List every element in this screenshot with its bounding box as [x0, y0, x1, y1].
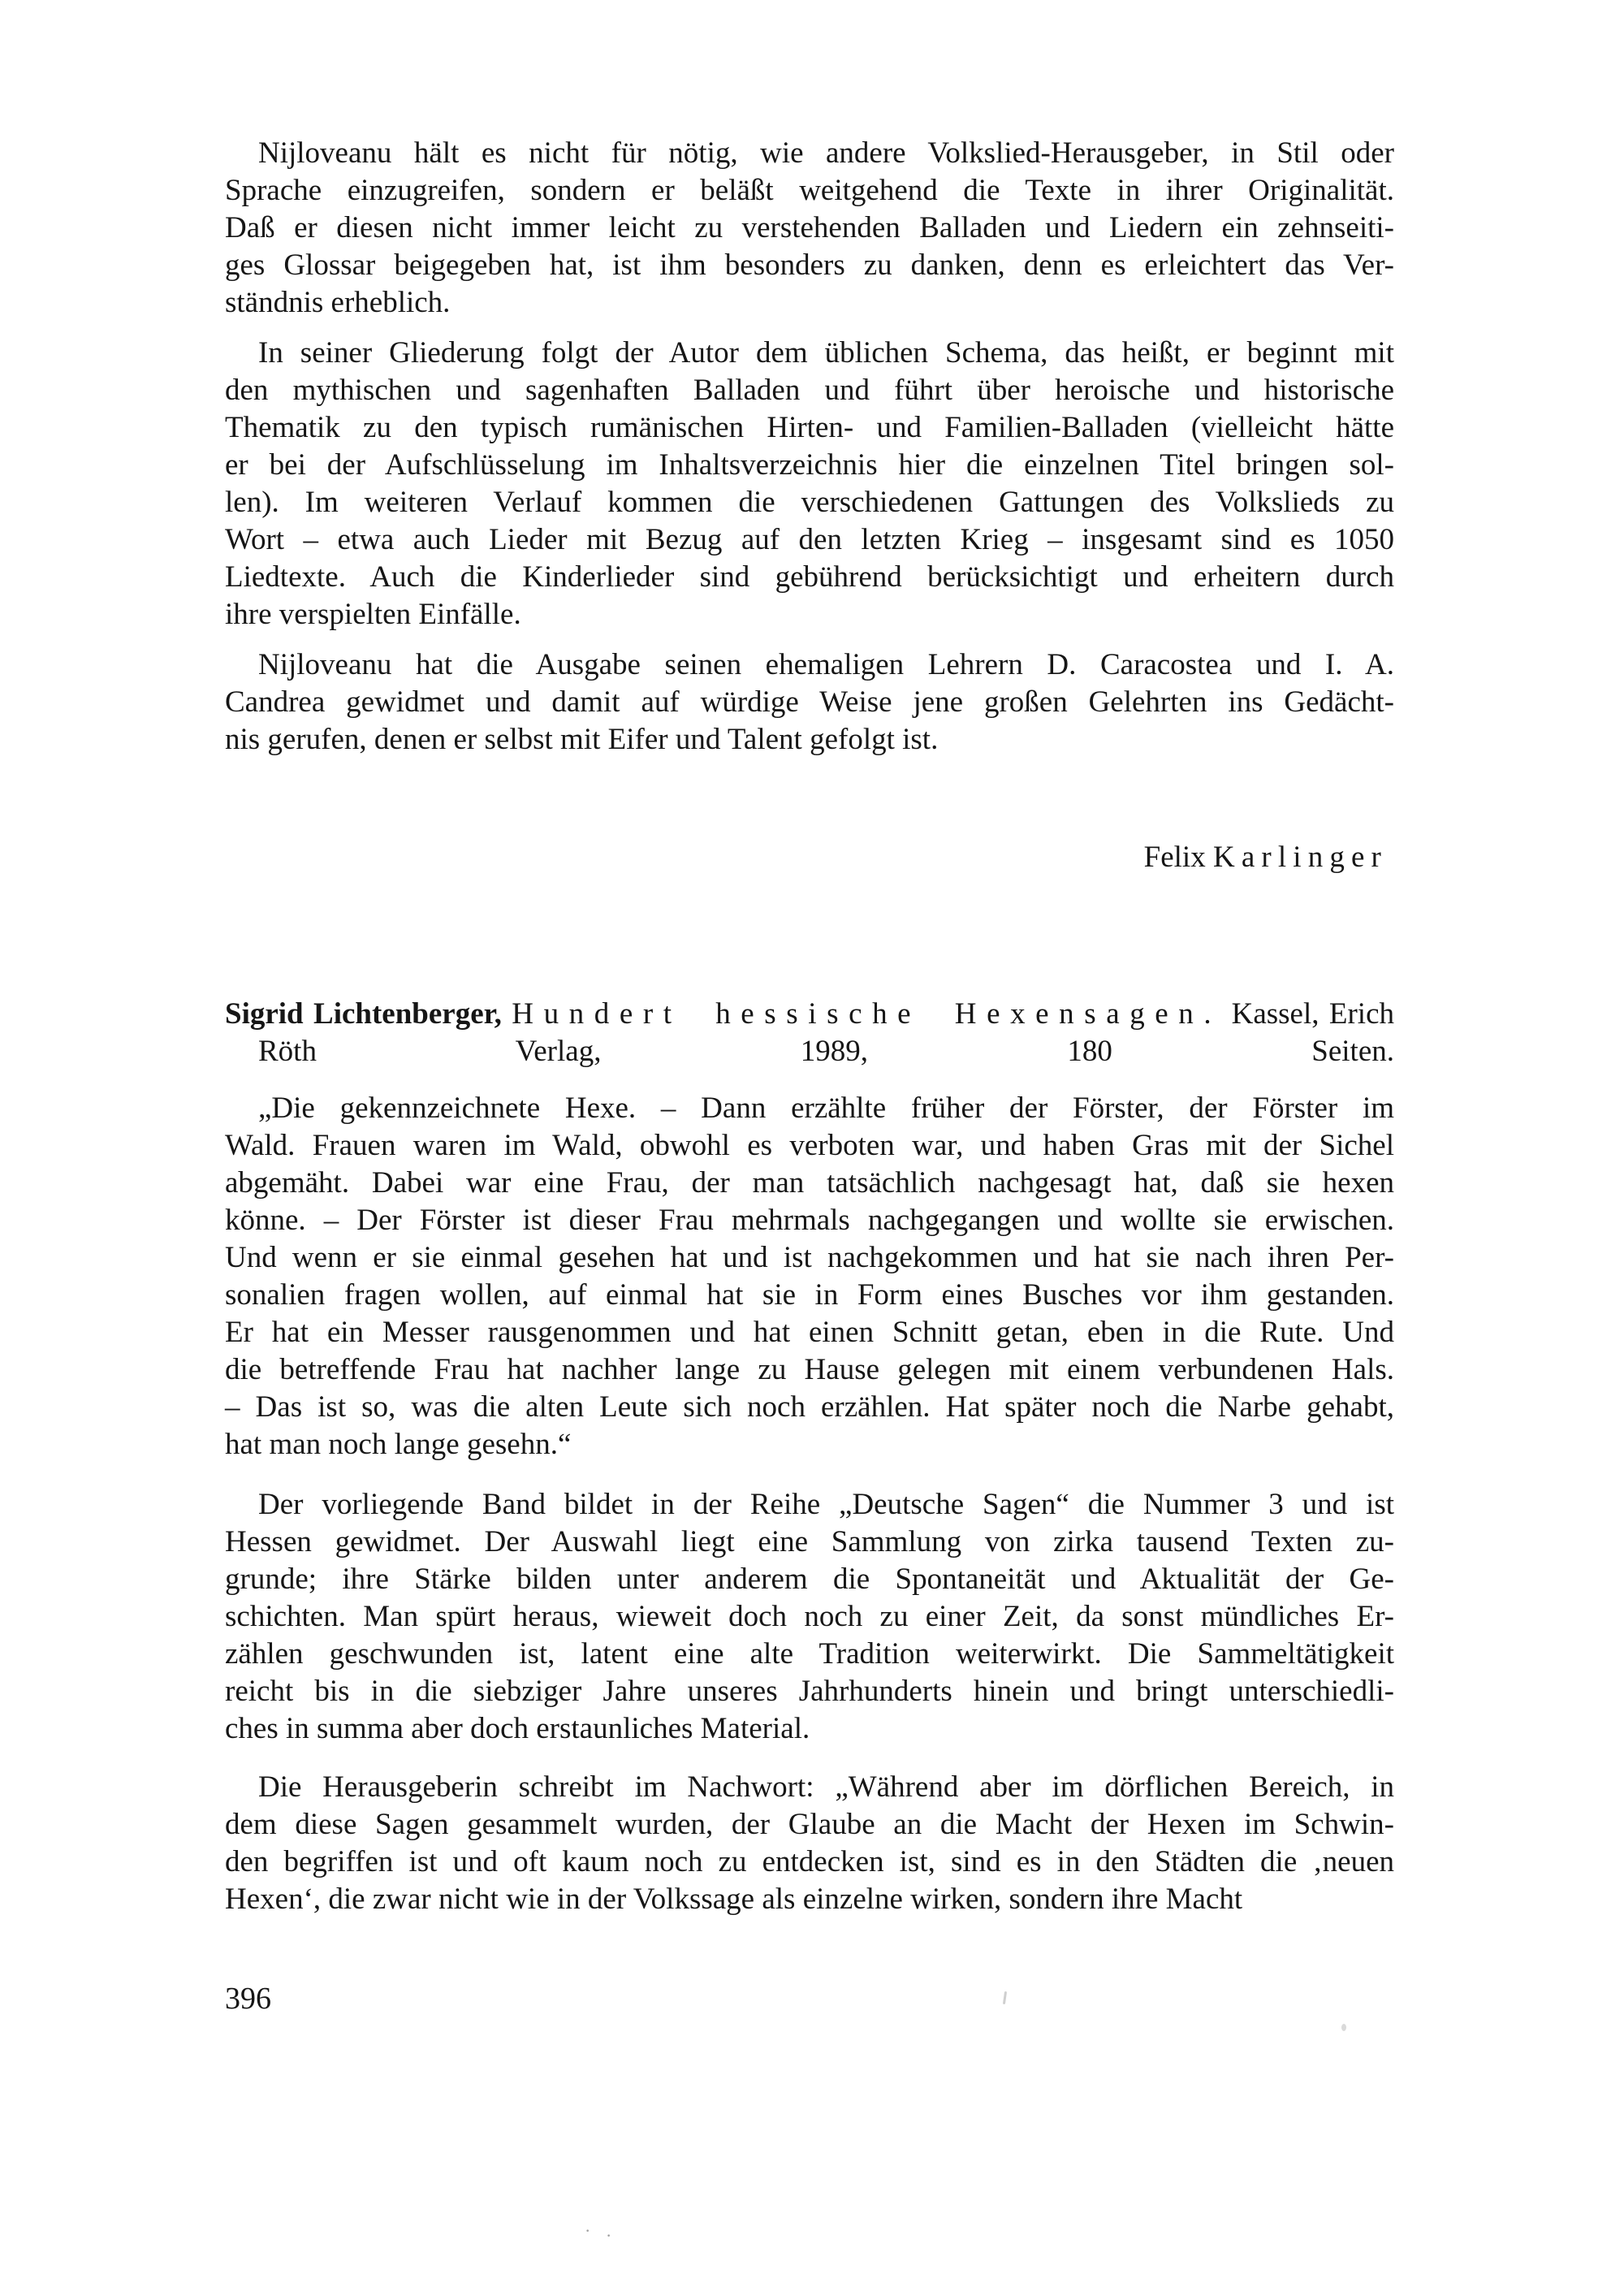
review-heading-line1 [225, 996, 1394, 1033]
scan-artifact-dots: · . [585, 2220, 617, 2241]
text-line: reicht bis in die siebziger Jahre unseres Jahrhunderts hinein und bringt unterschiedli- [225, 1675, 1394, 1708]
text-line: ständnis erheblich. [225, 286, 451, 319]
text-line: ches in summa aber doch erstaunliches Material. [225, 1712, 810, 1745]
text-line: Hexen‘, die zwar nicht wie in der Volkssage als einzelne wirken, sondern ihre Macht [225, 1883, 1243, 1916]
text-line: – Das ist so, was die alten Leute sich noch erzählen. Hat später noch die Narbe gehabt, [225, 1390, 1394, 1424]
text-line: grunde; ihre Stärke bilden unter anderem die Spontaneität und Aktualität der Ge- [225, 1563, 1394, 1596]
text-line: hat man noch lange gesehn.“ [225, 1428, 572, 1461]
text-line: Die Herausgeberin schreibt im Nachwort: „Während aber im dörflichen Bereich, in [258, 1770, 1394, 1804]
text-line: die betreffende Frau hat nachher lange zu Hause gelegen mit einem verbundenen Hals. [225, 1353, 1394, 1386]
review-heading-line2: Röth Verlag, 1989, 180 Seiten. [258, 1035, 1394, 1068]
text-line: In seiner Gliederung folgt der Autor dem üblichen Schema, das heißt, er beginnt mit [258, 336, 1394, 370]
text-line: Sprache einzugreifen, sondern er beläßt weitgehend die Texte in ihrer Originalität. [225, 174, 1394, 207]
text-line: Er hat ein Messer rausgenommen und hat einen Schnitt getan, eben in die Rute. Und [225, 1316, 1394, 1349]
text-line: Wort – etwa auch Lieder mit Bezug auf den letzten Krieg – insgesamt sind es 1050 [225, 523, 1394, 556]
text-line: Thematik zu den typisch rumänischen Hirten- und Familien-Balladen (vielleicht hätte [225, 411, 1394, 444]
text-line: Daß er diesen nicht immer leicht zu verstehenden Balladen und Liedern ein zehnseiti- [225, 211, 1394, 244]
review-publisher-city: Kassel, Erich [1231, 997, 1394, 1031]
text-line: Candrea gewidmet und damit auf würdige Weise jene großen Gelehrten ins Gedächt- [225, 685, 1394, 719]
review-author: Sigrid Lichtenberger, [225, 997, 502, 1031]
text-line: Nijloveanu hält es nicht für nötig, wie andere Volkslied-Herausgeber, in Stil oder [258, 136, 1394, 170]
paragraph-nijloveanu-1 [225, 135, 1394, 322]
text-line: dem diese Sagen gesammelt wurden, der Glaube an die Macht der Hexen im Schwin- [225, 1808, 1394, 1841]
text-line: Nijloveanu hat die Ausgabe seinen ehemaligen Lehrern D. Caracostea und I. A. [258, 648, 1394, 681]
scan-speck [1341, 2024, 1346, 2031]
paragraph-band-beschreibung [225, 1486, 1394, 1748]
paragraph-nachwort [225, 1769, 1394, 1918]
text-line: könne. – Der Förster ist dieser Frau mehrmals nachgegangen und wollte sie erwischen. [225, 1204, 1394, 1237]
text-line: ges Glossar beigegeben hat, ist ihm besonders zu danken, denn es erleichtert das Ver- [225, 249, 1394, 282]
text-line: nis gerufen, denen er selbst mit Eifer und Talent gefolgt ist. [225, 723, 939, 756]
text-line: Liedtexte. Auch die Kinderlieder sind gebührend berücksichtigt und erheitern durch [225, 560, 1394, 594]
text-line: Hessen gewidmet. Der Auswahl liegt eine Sammlung von zirka tausend Texten zu- [225, 1525, 1394, 1558]
text-line: ihre verspielten Einfälle. [225, 598, 521, 631]
scan-speck [1003, 1991, 1007, 2004]
text-line: er bei der Aufschlüsselung im Inhaltsverzeichnis hier die einzelnen Titel bringen sol- [225, 448, 1394, 482]
paragraph-hexe-quote [225, 1090, 1394, 1463]
reviewer-last-name: Karlinger [1212, 841, 1388, 874]
text-line: sonalien fragen wollen, auf einmal hat sie in Form eines Busches vor ihm gestanden. [225, 1278, 1394, 1312]
paragraph-nijloveanu-2 [225, 335, 1394, 633]
text-line: Und wenn er sie einmal gesehen hat und ist nachgekommen und hat sie nach ihren Per- [225, 1241, 1394, 1274]
text-line: abgemäht. Dabei war eine Frau, der man tatsächlich nachgesagt hat, daß sie hexen [225, 1166, 1394, 1200]
page-number: 396 [225, 1982, 271, 2016]
text-line: „Die gekennzeichnete Hexe. – Dann erzählte früher der Förster, der Förster im [258, 1091, 1394, 1125]
reviewer-signature [225, 839, 1394, 876]
text-line: len). Im weiteren Verlauf kommen die verschiedenen Gattungen des Volkslieds zu [225, 486, 1394, 519]
text-line: den begriffen ist und oft kaum noch zu entdecken ist, sind es in den Städten die ‚neuen [225, 1845, 1394, 1878]
text-line: Wald. Frauen waren im Wald, obwohl es verboten war, und haben Gras mit der Sichel [225, 1129, 1394, 1162]
review-heading [225, 996, 1394, 1070]
text-line: Der vorliegende Band bildet in der Reihe „Deutsche Sagen“ die Nummer 3 und ist [258, 1488, 1394, 1521]
text-line: den mythischen und sagenhaften Balladen und führt über heroische und historische [225, 374, 1394, 407]
text-block [225, 135, 1394, 1918]
review-title-spaced: Hundert hessische Hexensagen. [512, 997, 1222, 1031]
text-line: schichten. Man spürt heraus, wieweit doch noch zu einer Zeit, da sonst mündliches Er- [225, 1600, 1394, 1633]
text-line: zählen geschwunden ist, latent eine alte Tradition weiterwirkt. Die Sammeltätigkeit [225, 1637, 1394, 1671]
paragraph-nijloveanu-3 [225, 646, 1394, 759]
reviewer-first-name: Felix [1143, 841, 1206, 874]
